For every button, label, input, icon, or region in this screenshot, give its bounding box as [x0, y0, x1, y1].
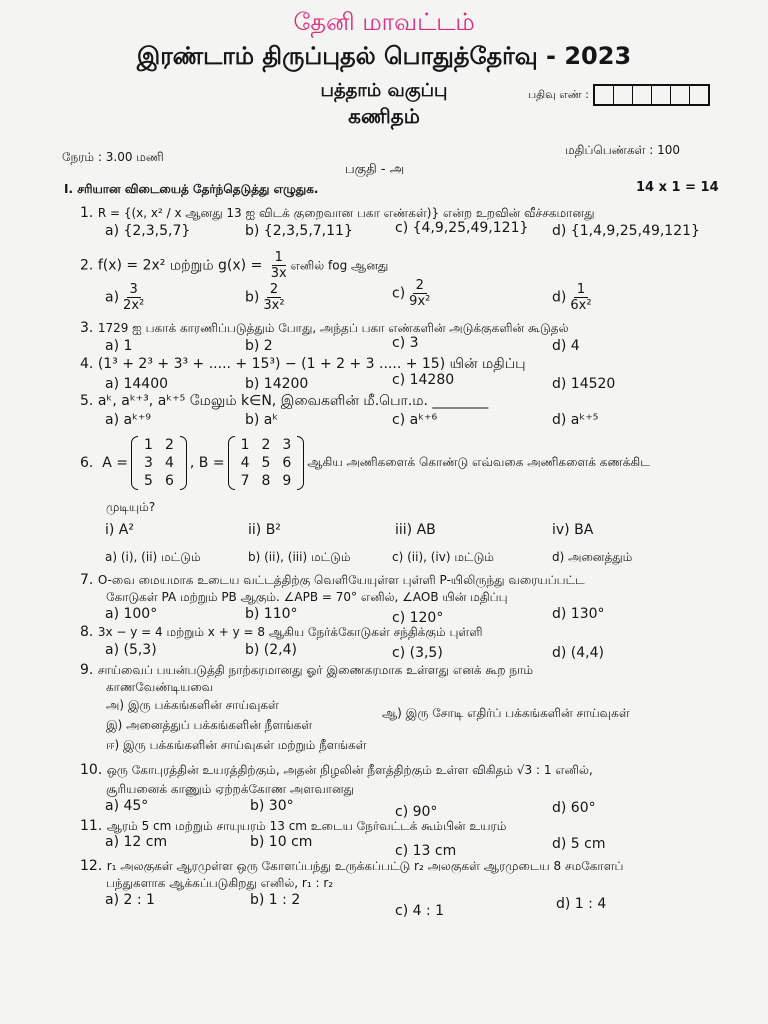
q3-option-d: d) 4	[552, 338, 580, 354]
question-12: 12. r₁ அலகுகள் ஆரமுள்ள ஒரு கோளப்பந்து உருக்கப்பட்டு r₂ அலகுகள் ஆரமுடைய 8 சமகோளப்	[80, 858, 624, 874]
question-7-continued: கோடுகள் PA மற்றும் PB ஆகும். ∠APB = 70° எனில், ∠AOB யின் மதிப்பு	[106, 590, 508, 604]
question-3: 3. 1729 ஐ பகாக் காரணிப்படுத்தும் போது, அந்தப் பகா எண்களின் அடுக்குகளின் கூடுதல்	[80, 320, 569, 336]
question-9-continued: காணவேண்டியவை	[106, 680, 214, 694]
q8-option-a: a) (5,3)	[105, 642, 157, 658]
q4-option-c: c) 14280	[392, 372, 455, 388]
q9-option-b: ஆ) இரு சோடி எதிர்ப் பக்கங்களின் சாய்வுகள்	[382, 706, 630, 720]
score-label: 14 x 1 = 14	[636, 180, 719, 195]
q2-option-d: d) $\frac{1}{\text{6x²}}$	[552, 282, 592, 313]
q6-option-d: d) அனைத்தும்	[552, 550, 633, 564]
question-2: 2. f(x) = 2x² மற்றும் g(x) = $\frac{1}{3x}$ எனில் fog ஆனது	[80, 250, 389, 281]
q6-option-a: a) (i), (ii) மட்டும்	[105, 550, 201, 564]
matrix-a: 1 2 3 4 5 6	[131, 436, 187, 490]
marks-label: மதிப்பெண்கள் : 100	[565, 143, 681, 157]
q11-option-c: c) 13 cm	[395, 843, 457, 859]
q7-option-b: b) 110°	[245, 606, 298, 622]
q9-option-d: ஈ) இரு பக்கங்களின் சாய்வுகள் மற்றும் நீளங்கள்	[106, 738, 367, 752]
q2-option-b: b) $\frac{2}{\text{3x²}}$	[245, 282, 285, 313]
exam-title: இரண்டாம் திருப்புதல் பொதுத்தேர்வு - 2023	[136, 42, 632, 70]
q11-option-b: b) 10 cm	[250, 834, 313, 850]
question-6-continued: முடியும்?	[106, 500, 156, 514]
q10-option-a: a) 45°	[105, 798, 149, 814]
q6-sub-iii: iii) AB	[395, 522, 436, 538]
q12-option-a: a) 2 : 1	[105, 892, 155, 908]
question-10-continued: சூரியனைக் காணும் ஏற்றக்கோண அளவானது	[106, 782, 355, 796]
instruction: I. சரியான விடையைத் தேர்ந்தெடுத்து எழுதுக.	[64, 182, 319, 196]
q5-option-c: c) aᵏ⁺⁶	[392, 412, 438, 428]
q9-option-a: அ) இரு பக்கங்களின் சாய்வுகள்	[106, 698, 279, 712]
register-boxes[interactable]	[593, 84, 710, 106]
q3-option-a: a) 1	[105, 338, 133, 354]
district-title: தேனி மாவட்டம்	[293, 8, 475, 36]
q1-option-c: c) {4,9,25,49,121}	[395, 220, 529, 236]
q4-option-b: b) 14200	[245, 376, 309, 392]
q7-option-a: a) 100°	[105, 606, 158, 622]
question-8: 8. 3x − y = 4 மற்றும் x + y = 8 ஆகிய நேர்க்கோடுகள் சந்திக்கும் புள்ளி	[80, 624, 483, 640]
q7-option-c: c) 120°	[392, 610, 444, 626]
q10-option-d: d) 60°	[552, 800, 596, 816]
subject-title: கணிதம்	[348, 104, 420, 128]
q6-sub-ii: ii) B²	[248, 522, 281, 538]
q6-option-c: c) (ii), (iv) மட்டும்	[392, 550, 494, 564]
q6-sub-iv: iv) BA	[552, 522, 594, 538]
q6-option-b: b) (ii), (iii) மட்டும்	[248, 550, 351, 564]
q5-option-a: a) aᵏ⁺⁹	[105, 412, 152, 428]
q8-option-b: b) (2,4)	[245, 642, 297, 658]
time-label: நேரம் : 3.00 மணி	[62, 150, 164, 164]
q11-option-d: d) 5 cm	[552, 836, 606, 852]
question-12-continued: பந்துகளாக ஆக்கப்படுகிறது எனில், r₁ : r₂	[106, 876, 334, 890]
q8-option-c: c) (3,5)	[392, 645, 443, 661]
question-10: 10. ஒரு கோபுரத்தின் உயரத்திற்கும், அதன் நிழலின் நீளத்திற்கும் உள்ள விகிதம் √3 : 1 எனில்,	[80, 762, 593, 778]
q6-sub-i: i) A²	[105, 522, 134, 538]
question-9: 9. சாய்வைப் பயன்படுத்தி நாற்கரமானது ஓர் இணைகரமாக உள்ளது எனக் கூற நாம்	[80, 662, 533, 678]
q5-option-d: d) aᵏ⁺⁵	[552, 412, 599, 428]
q11-option-a: a) 12 cm	[105, 834, 168, 850]
question-11: 11. ஆரம் 5 cm மற்றும் சாயுயரம் 13 cm உடைய நேர்வட்டக் கூம்பின் உயரம்	[80, 818, 507, 834]
q4-option-a: a) 14400	[105, 376, 169, 392]
q7-option-d: d) 130°	[552, 606, 605, 622]
q2-option-c: c) $\frac{2}{\text{9x²}}$	[392, 278, 431, 309]
register-number-field[interactable]	[528, 84, 710, 106]
question-1: 1. R = {(x, x² / x ஆனது 13 ஐ விடக் குறைவான பகா எண்கள்)} என்ற உறவின் வீச்சகமானது	[80, 205, 595, 221]
q3-option-c: c) 3	[392, 335, 419, 351]
q12-option-b: b) 1 : 2	[250, 892, 301, 908]
q12-option-d: d) 1 : 4	[556, 896, 607, 912]
part-label: பகுதி - அ	[345, 162, 405, 177]
question-4: 4. (1³ + 2³ + 3³ + ..... + 15³) − (1 + 2 + 3 ..... + 15) யின் மதிப்பு	[80, 356, 526, 372]
q8-option-d: d) (4,4)	[552, 645, 604, 661]
q1-option-d: d) {1,4,9,25,49,121}	[552, 223, 700, 239]
q12-option-c: c) 4 : 1	[395, 903, 445, 919]
q3-option-b: b) 2	[245, 338, 273, 354]
q2-option-a: a) $\frac{3}{\text{2x²}}$	[105, 282, 145, 313]
q4-option-d: d) 14520	[552, 376, 616, 392]
q10-option-b: b) 30°	[250, 798, 294, 814]
question-6: 6. A = 1 2 3 4 5 6 , B = 1 2 3 4 5 6 7 8 9 ஆகிய அணிகளைக் கொண்டு எவ்வகை அணிகளைக் கணக்கிட	[80, 437, 650, 489]
question-5: 5. aᵏ, aᵏ⁺³, aᵏ⁺⁵ மேலும் k∈N, இவைகளின் மீ.பொ.ம. ________	[80, 393, 489, 409]
q1-option-a: a) {2,3,5,7}	[105, 223, 191, 239]
matrix-b: 1 2 3 4 5 6 7 8 9	[228, 436, 305, 490]
q5-option-b: b) aᵏ	[245, 412, 279, 428]
class-title: பத்தாம் வகுப்பு	[320, 80, 448, 101]
q1-option-b: b) {2,3,5,7,11}	[245, 223, 353, 239]
register-label: பதிவு எண் :	[528, 87, 590, 101]
q9-option-c: இ) அனைத்துப் பக்கங்களின் நீளங்கள்	[106, 718, 313, 732]
question-7: 7. O-வை மையமாக உடைய வட்டத்திற்கு வெளியேயுள்ள புள்ளி P-யிலிருந்து வரையப்பட்ட	[80, 572, 585, 588]
q10-option-c: c) 90°	[395, 804, 438, 820]
